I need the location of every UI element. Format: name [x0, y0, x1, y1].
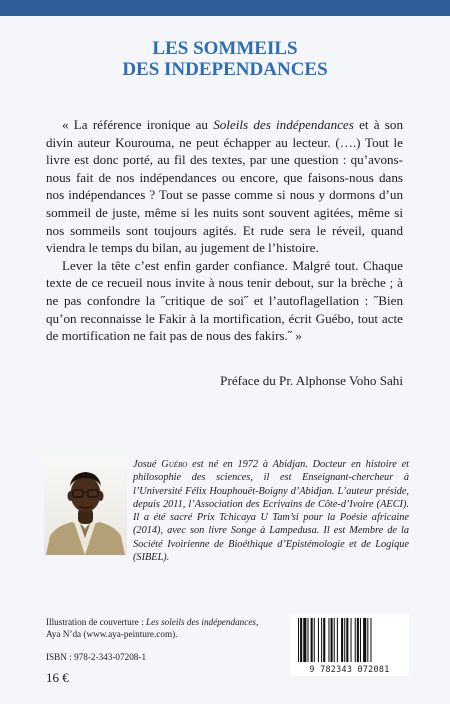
author-last-name: Guébo	[161, 459, 188, 470]
credits-line-2: Aya N’da (www.aya-peinture.com).	[46, 628, 178, 639]
barcode-bars	[296, 618, 403, 662]
barcode-bar	[370, 618, 371, 662]
barcode-bar	[318, 618, 319, 662]
blurb-paragraph-1	[46, 116, 403, 257]
price: 16 €	[46, 670, 69, 685]
barcode-bar	[363, 618, 366, 662]
barcode-bar	[334, 618, 335, 662]
blurb-text-run: et à son divin auteur Kourouma, ne peut échapper au lecteur. (….) Tout le livre est donc porté, au fil des textes, par une question : qu’avons-nous fait de nos indépendances ou encore, que faisons-nous dans nos indépendances ? Tout se passe comme si nous y dormons d’un sommeil de juste, même si les nuits sont souvent agitées, même si nos sommeils sont toujours agités. Et rude sera le réveil, quand viendra le temps du bilan, au jugement de l’histoire.	[46, 117, 403, 256]
isbn: ISBN : 978-2-343-07208-1	[46, 652, 147, 662]
barcode-bar	[300, 618, 302, 662]
barcode-bar	[331, 618, 333, 662]
barcode-bar	[357, 618, 359, 662]
barcode-bar	[298, 618, 299, 662]
barcode-bar	[303, 618, 306, 662]
author-bio	[133, 458, 409, 564]
book-title	[0, 38, 450, 80]
author-bio-text: est né en 1972 à Abidjan. Docteur en histoire et philosophie des sciences, il est Enseignant-chercheur à l’Université Félix Houphouët-Boigny d’Abidjan. L’auteur préside, depuis 2011, l’Association des Ecrivains de Côte-d’Ivoire (AECI). Il a été sacré Prix Tchicaya U Tam’si pour la Poésie africaine (2014), avec son livre Songe à Lampedusa. Il est Membre de la Société Ivoirienne de Bioéthique d’Epistémologie et de Logique (SIBEL).	[133, 459, 410, 564]
cover-illustration-credits	[46, 617, 286, 640]
title-line-2: DES INDEPENDANCES	[122, 59, 328, 80]
barcode-bar	[344, 618, 345, 662]
barcode-bar	[328, 618, 329, 662]
barcode-bar	[360, 618, 361, 662]
barcode-bar	[311, 618, 313, 662]
barcode-bar	[355, 618, 356, 662]
title-line-1: LES SOMMEILS	[152, 38, 298, 59]
barcode-digits: 9 782343 072081	[309, 664, 390, 674]
author-portrait-image	[44, 456, 127, 555]
author-first-name: Josué	[133, 459, 157, 470]
back-cover-blurb	[46, 116, 403, 345]
barcode-bar	[351, 618, 352, 662]
barcode-bar	[314, 618, 315, 662]
credits-line-1: Illustration de couverture : Les soleils des indépendances,	[46, 617, 259, 627]
preface-attribution: Préface du Pr. Alphonse Voho Sahi	[220, 373, 403, 388]
barcode-bar	[337, 618, 338, 662]
blurb-italic-title: Soleils des indépendances	[213, 117, 354, 132]
barcode-bar	[323, 618, 325, 662]
author-photo	[44, 456, 127, 555]
blurb-paragraph-2: Lever la tête c’est enfin garder confiance. Malgré tout. Chaque texte de ce recueil nous invite à nous tenir debout, sur la brèche ; à ne pas confondre la ˝critique de soi˝ et l’autoflagellation : ˝Bien qu’on reconnaisse le Fakir à la mortification, écrit Guébo, tout acte de mortification ne fait pas de nous des fakirs.˝ »	[46, 257, 403, 344]
barcode-bar	[321, 618, 322, 662]
barcode-bar	[367, 618, 368, 662]
top-color-band	[0, 0, 450, 16]
barcode-bar	[307, 618, 308, 662]
blurb-text-run: « La référence ironique au	[62, 117, 214, 132]
barcode-bar	[346, 618, 348, 662]
barcode-bar	[341, 618, 343, 662]
barcode	[290, 614, 409, 676]
credits-artwork-title: Les soleils des indépendances	[146, 617, 256, 627]
